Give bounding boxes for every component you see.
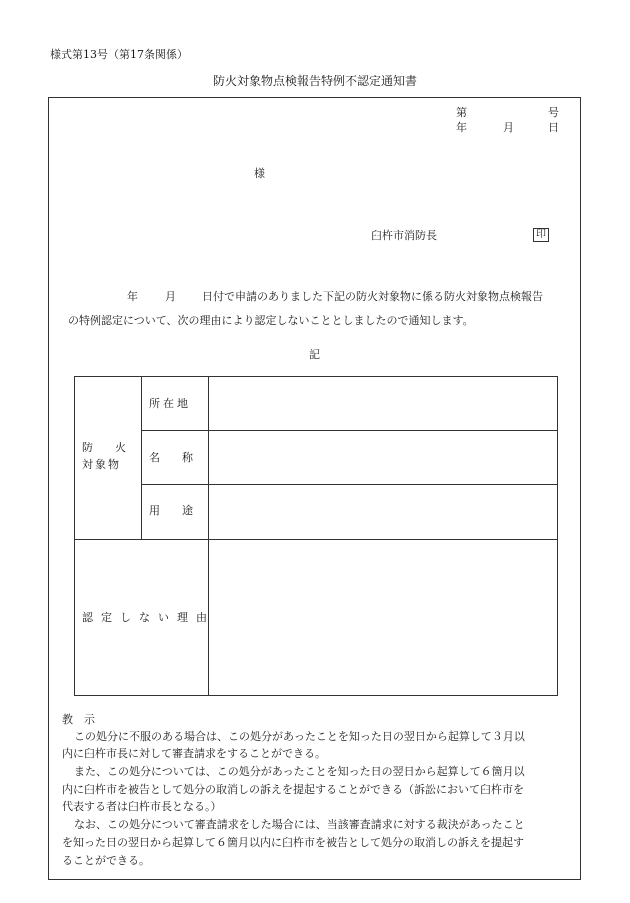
reason-label: 認定しない理由 <box>82 611 215 624</box>
table-divider <box>141 377 142 539</box>
date-year: 年 <box>456 121 467 134</box>
table-divider <box>208 377 209 695</box>
group-label-line2: 対象物 <box>82 458 121 471</box>
notice-line: また、この処分については、この処分があったことを知った日の翌日から起算して６箇月以 <box>74 765 525 778</box>
seal-mark: 印 <box>533 228 549 242</box>
notice-line: この処分に不服のある場合は、この処分があったことを知った日の翌日から起算して３月以 <box>74 730 525 743</box>
object-table <box>74 376 558 696</box>
body-line-1: 日付で申請のありました下記の防火対象物に係る防火対象物点検報告 <box>202 290 543 303</box>
notice-line: 内に臼杵市長に対して審査請求をすることができる。 <box>62 747 326 760</box>
notice-line: 内に臼杵市を被告として処分の取消しの訴えを提起することができる（訴訟において臼杵市を <box>62 783 524 796</box>
addressee-suffix: 様 <box>254 167 265 180</box>
row-label-use: 用 途 <box>149 504 193 517</box>
form-number: 様式第13号（第17条関係） <box>50 48 188 61</box>
sender-name: 臼杵市消防長 <box>371 229 437 242</box>
table-divider <box>141 430 557 431</box>
ki-label: 記 <box>309 348 320 361</box>
notice-line: なお、この処分について審査請求をした場合には、当該審査請求に対する裁決があったこと <box>74 818 525 831</box>
group-label-line1: 防 火 <box>82 441 126 454</box>
doc-number-suffix: 号 <box>548 106 559 119</box>
row-label-name: 名 称 <box>149 451 193 464</box>
document-title: 防火対象物点検報告特例不認定通知書 <box>212 74 417 88</box>
date-month: 月 <box>503 121 514 134</box>
table-divider <box>141 484 557 485</box>
date-day: 日 <box>548 121 559 134</box>
notice-line: ることができる。 <box>62 854 150 867</box>
notice-heading: 教 示 <box>62 713 95 726</box>
body-month: 月 <box>165 290 176 303</box>
doc-number-prefix: 第 <box>456 106 467 119</box>
notice-line: 代表する者は臼杵市長となる。） <box>62 800 222 813</box>
seal-box <box>533 228 549 242</box>
notice-line: を知った日の翌日から起算して６箇月以内に臼杵市を被告として処分の取消しの訴えを提起す <box>62 836 524 849</box>
row-label-location: 所在地 <box>149 397 191 410</box>
table-divider <box>75 539 557 540</box>
body-line-2: の特例認定について、次の理由により認定しないこととしましたので通知します。 <box>68 314 474 327</box>
body-year: 年 <box>127 290 138 303</box>
